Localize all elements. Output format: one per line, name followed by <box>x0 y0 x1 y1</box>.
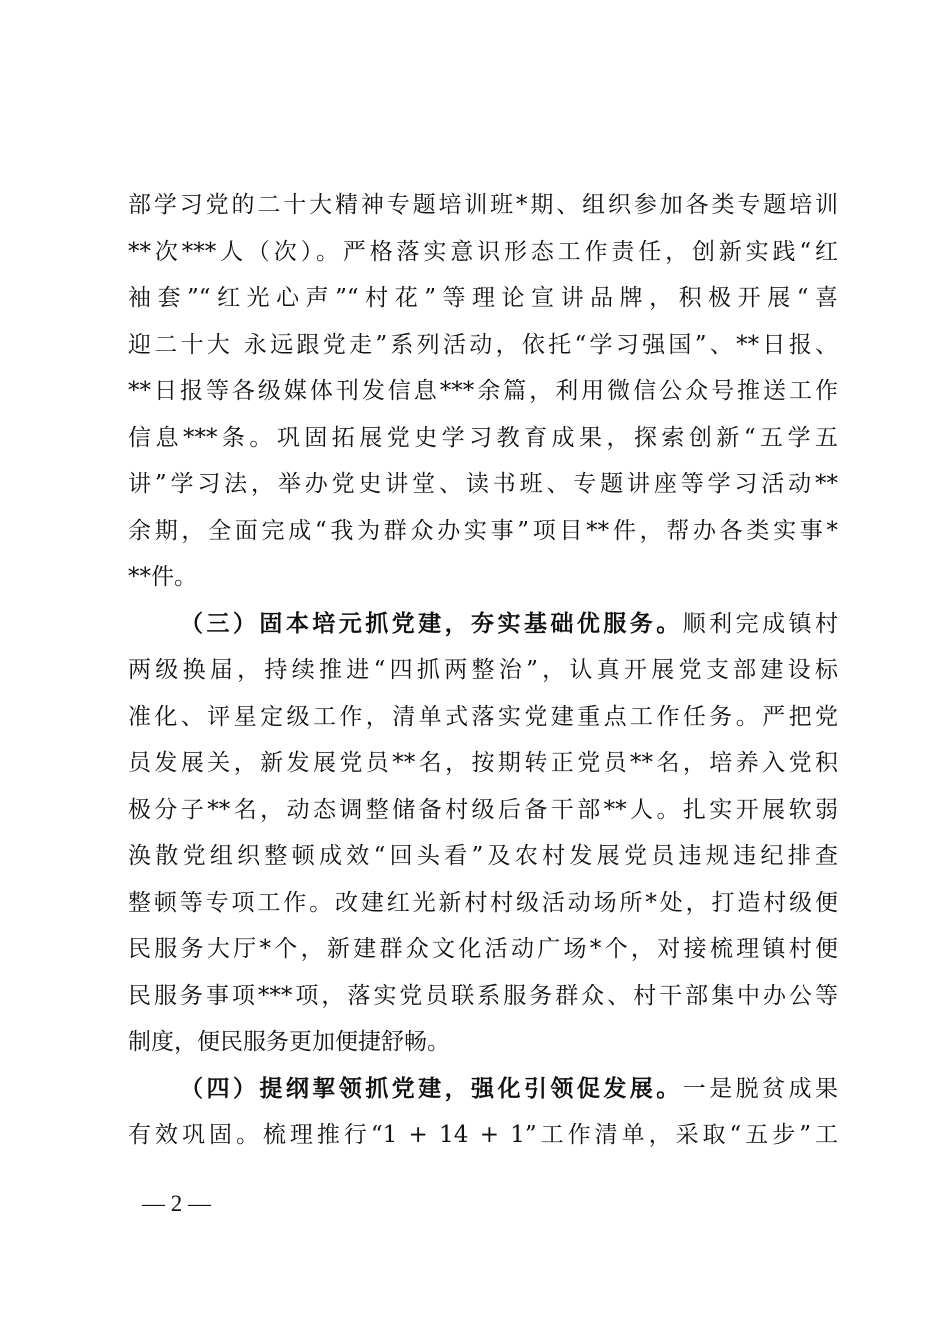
text-line: 袖套”“红光心声”“村花”等理论宣讲品牌，积极开展“喜 <box>128 285 838 311</box>
section-4-first-line-text: 一是脱贫成果 <box>682 1075 838 1102</box>
text-line: **次***人（次）。严格落实意识形态工作责任，创新实践“红 <box>128 238 838 265</box>
text-line: 民服务事项***项，落实党员联系服务群众、村干部集中办公等 <box>128 982 838 1009</box>
section-3-heading: （三）固本培元抓党建，夯实基础优服务。 <box>180 609 683 637</box>
text-line: 信息***条。巩固拓展党史学习教育成果，探索创新“五学五 <box>128 424 838 451</box>
text-line: **件。 <box>128 564 197 590</box>
page-number: — 2 — <box>142 1191 211 1216</box>
text-line: 部学习党的二十大精神专题培训班*期、组织参加各类专题培训 <box>128 192 838 218</box>
text-line: 准化、评星定级工作，清单式落实党建重点工作任务。严把党 <box>128 703 838 730</box>
text-line: 迎二十大 永远跟党走”系列活动，依托“学习强国”、**日报、 <box>128 331 838 358</box>
text-line: 涣散党组织整顿成效“回头看”及农村发展党员违规违纪排查 <box>128 843 838 869</box>
text-line: 讲”学习法，举办党史讲堂、读书班、专题讲座等学习活动** <box>128 471 838 497</box>
text-line: **日报等各级媒体刊发信息***余篇，利用微信公众号推送工作 <box>128 378 838 404</box>
body-text <box>128 182 838 1159</box>
text-line: 整顿等专项工作。改建红光新村村级活动场所*处，打造村级便 <box>128 889 838 916</box>
section-4-first-line <box>128 1066 838 1113</box>
text-line: 有效巩固。梳理推行“1 + 14 + 1”工作清单，采取“五步”工 <box>128 1122 838 1148</box>
section-4-heading: （四）提纲挈领抓党建，强化引领促发展。 <box>180 1074 683 1102</box>
text-line: 制度，便民服务更加便捷舒畅。 <box>128 1029 450 1055</box>
text-line: 两级换届，持续推进“四抓两整治”，认真开展党支部建设标 <box>128 657 838 683</box>
section-3-first-line-text: 顺利完成镇村 <box>682 610 838 637</box>
text-line: 余期，全面完成“我为群众办实事”项目**件，帮办各类实事* <box>128 517 838 544</box>
text-line: 极分子**名，动态调整储备村级后备干部**人。扎实开展软弱 <box>128 796 838 823</box>
text-line: 民服务大厅*个，新建群众文化活动广场*个，对接梳理镇村便 <box>128 936 838 962</box>
text-line: 员发展关，新发展党员**名，按期转正党员**名，培养入党积 <box>128 750 838 776</box>
section-3-first-line <box>128 601 838 648</box>
